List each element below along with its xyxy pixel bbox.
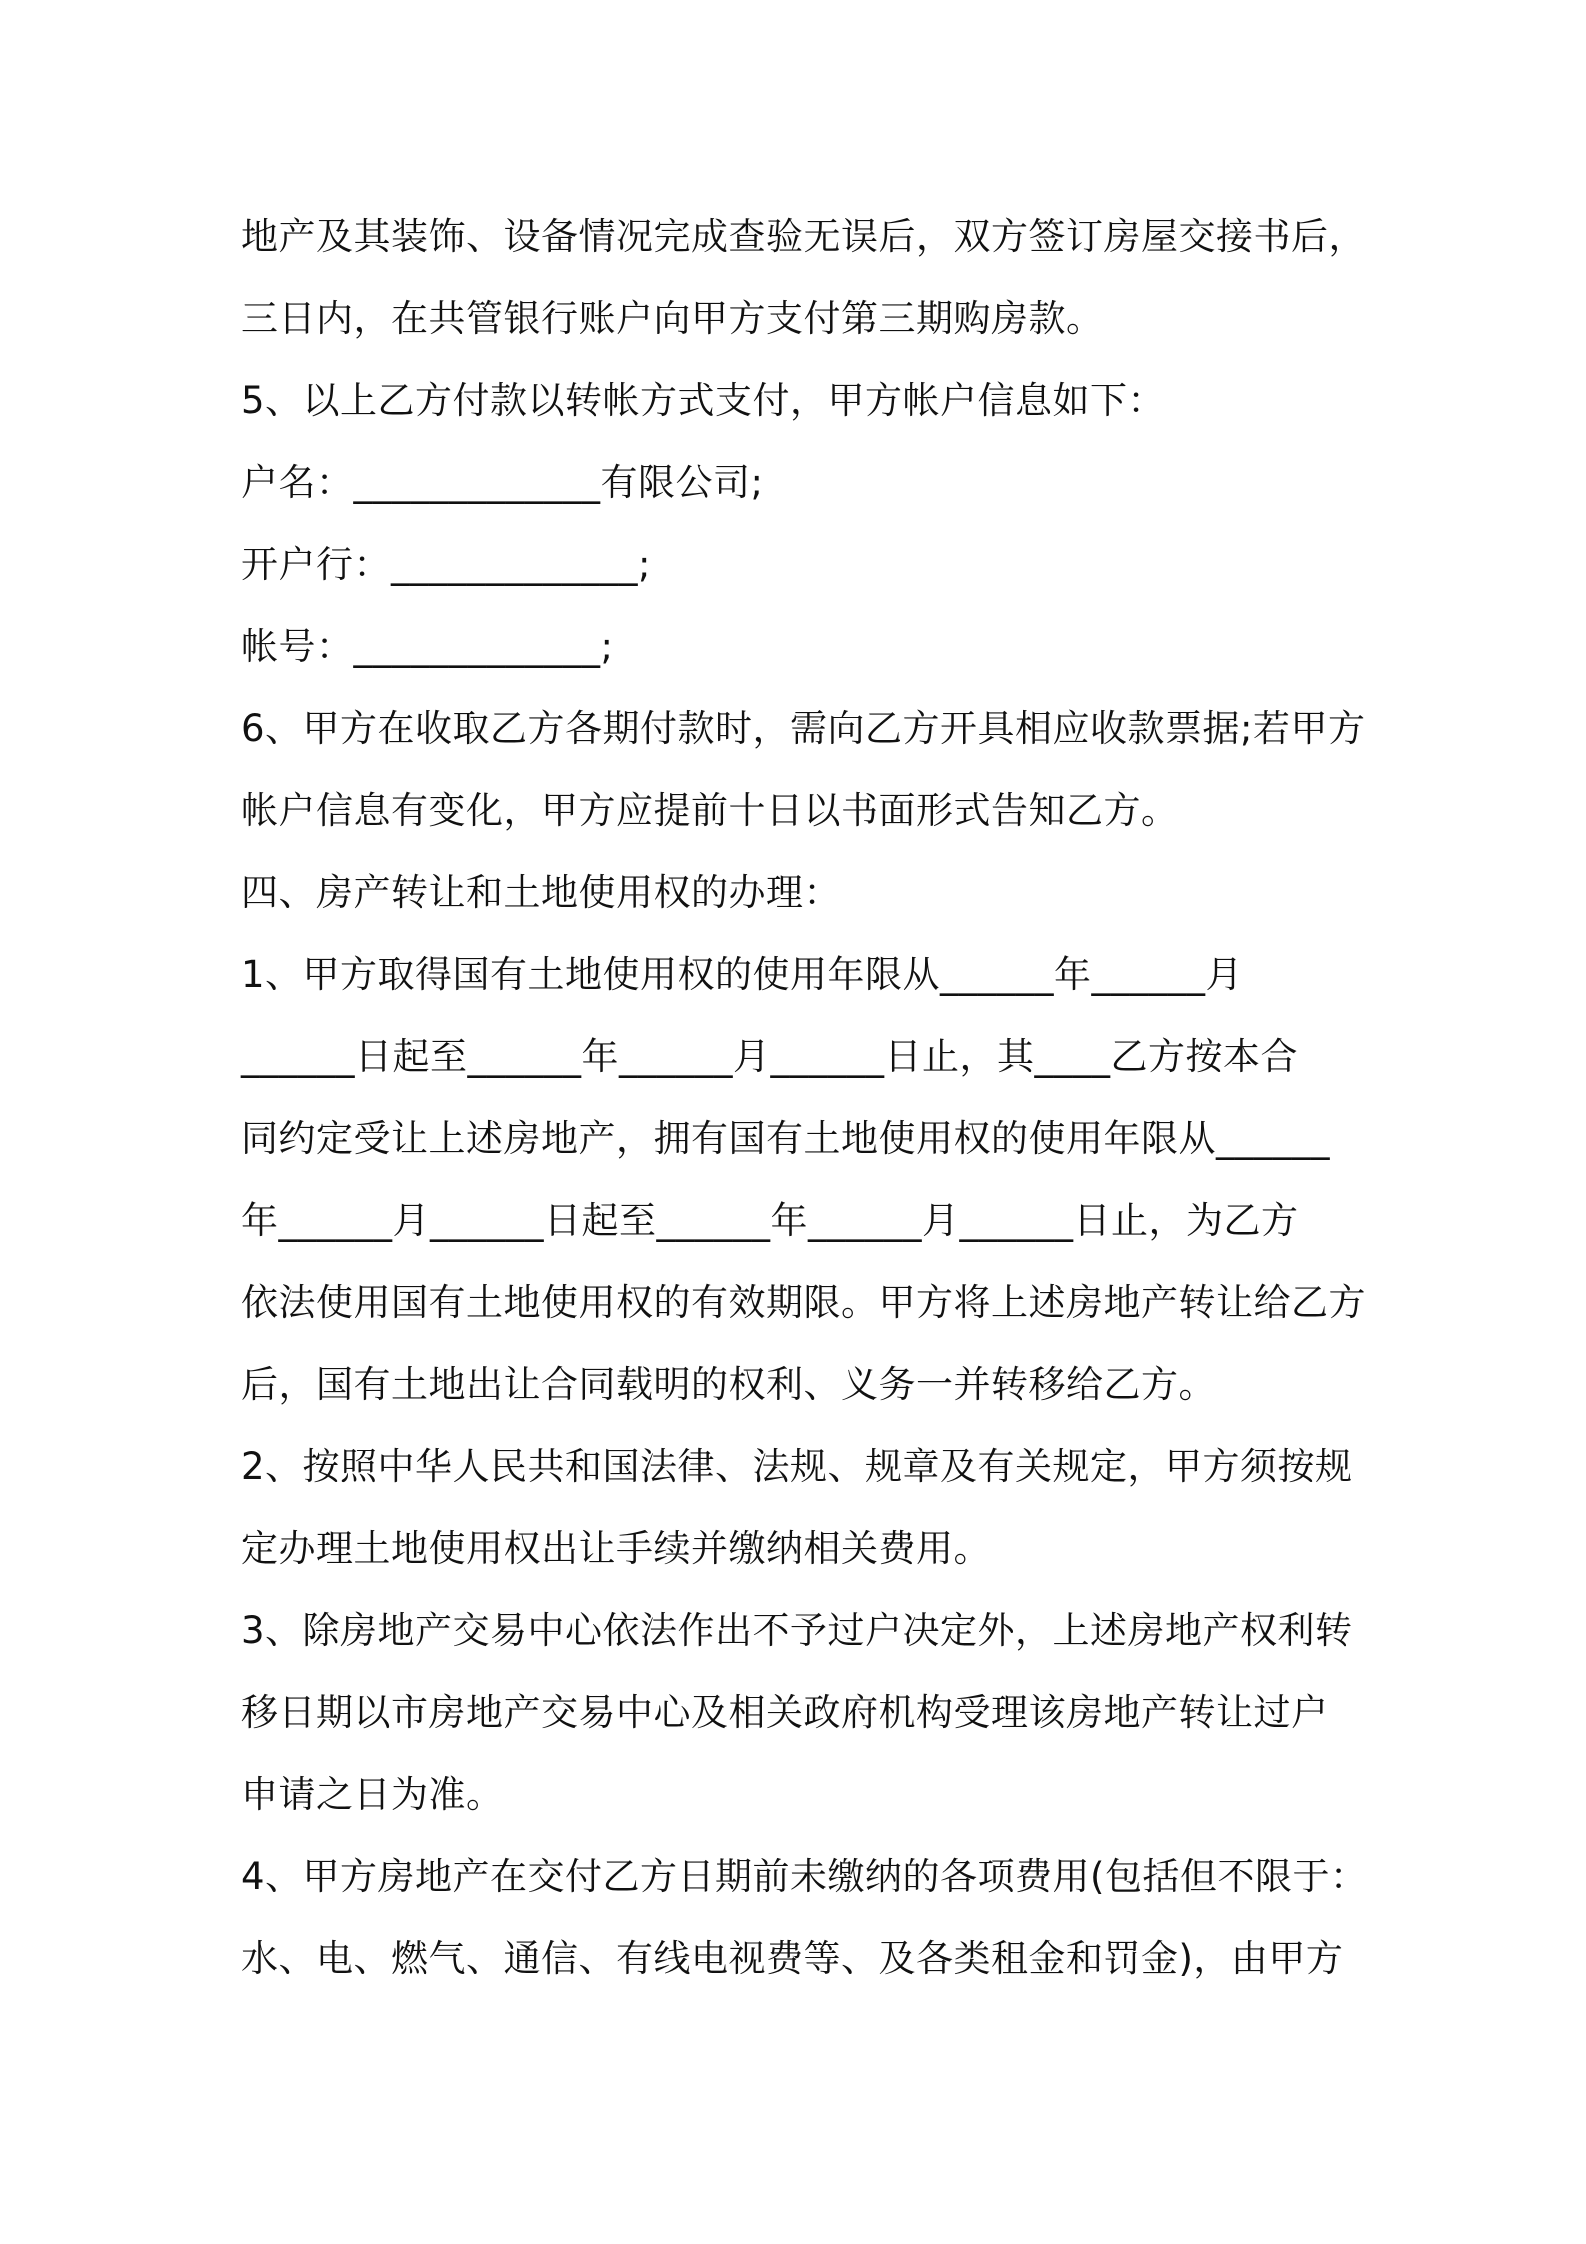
text-line: 3、除房地产交易中心依法作出不予过户决定外，上述房地产权利转 xyxy=(241,1609,1353,1652)
text-line: 帐号：_____________; xyxy=(241,625,614,668)
text-line: 申请之日为准。 xyxy=(241,1773,504,1816)
document-body xyxy=(241,196,1368,2000)
text-line: 2、按照中华人民共和国法律、法规、规章及有关规定，甲方须按规 xyxy=(241,1445,1353,1488)
text-line: 户名：_____________有限公司; xyxy=(241,461,764,504)
text-line: 定办理土地使用权出让手续并缴纳相关费用。 xyxy=(241,1527,991,1570)
text-line: 5、以上乙方付款以转帐方式支付，甲方帐户信息如下： xyxy=(241,379,1166,422)
text-line: 4、甲方房地产在交付乙方日期前未缴纳的各项费用(包括但不限于： xyxy=(241,1855,1368,1898)
text-line: 后，国有土地出让合同载明的权利、义务一并转移给乙方。 xyxy=(241,1363,1216,1406)
text-line: 水、电、燃气、通信、有线电视费等、及各类租金和罚金)，由甲方 xyxy=(241,1937,1344,1980)
text-line: 三日内，在共管银行账户向甲方支付第三期购房款。 xyxy=(241,297,1104,340)
text-line: 1、甲方取得国有土地使用权的使用年限从______年______月 xyxy=(241,953,1244,996)
text-line: 6、甲方在收取乙方各期付款时，需向乙方开具相应收款票据;若甲方 xyxy=(241,707,1366,750)
section-heading: 四、房产转让和土地使用权的办理： xyxy=(241,871,841,914)
text-line: 年______月______日起至______年______月______日止，为乙方 xyxy=(241,1199,1299,1242)
text-line: 帐户信息有变化，甲方应提前十日以书面形式告知乙方。 xyxy=(241,789,1179,832)
text-line: 依法使用国有土地使用权的有效期限。甲方将上述房地产转让给乙方 xyxy=(241,1281,1366,1324)
text-line: 移日期以市房地产交易中心及相关政府机构受理该房地产转让过户 xyxy=(241,1691,1329,1734)
text-line: 同约定受让上述房地产，拥有国有土地使用权的使用年限从______ xyxy=(241,1117,1330,1160)
text-line: 地产及其装饰、设备情况完成查验无误后，双方签订房屋交接书后， xyxy=(241,215,1366,258)
text-line: ______日起至______年______月______日止，其____乙方按本合 xyxy=(241,1035,1298,1078)
text-line: 开户行：_____________; xyxy=(241,543,651,586)
